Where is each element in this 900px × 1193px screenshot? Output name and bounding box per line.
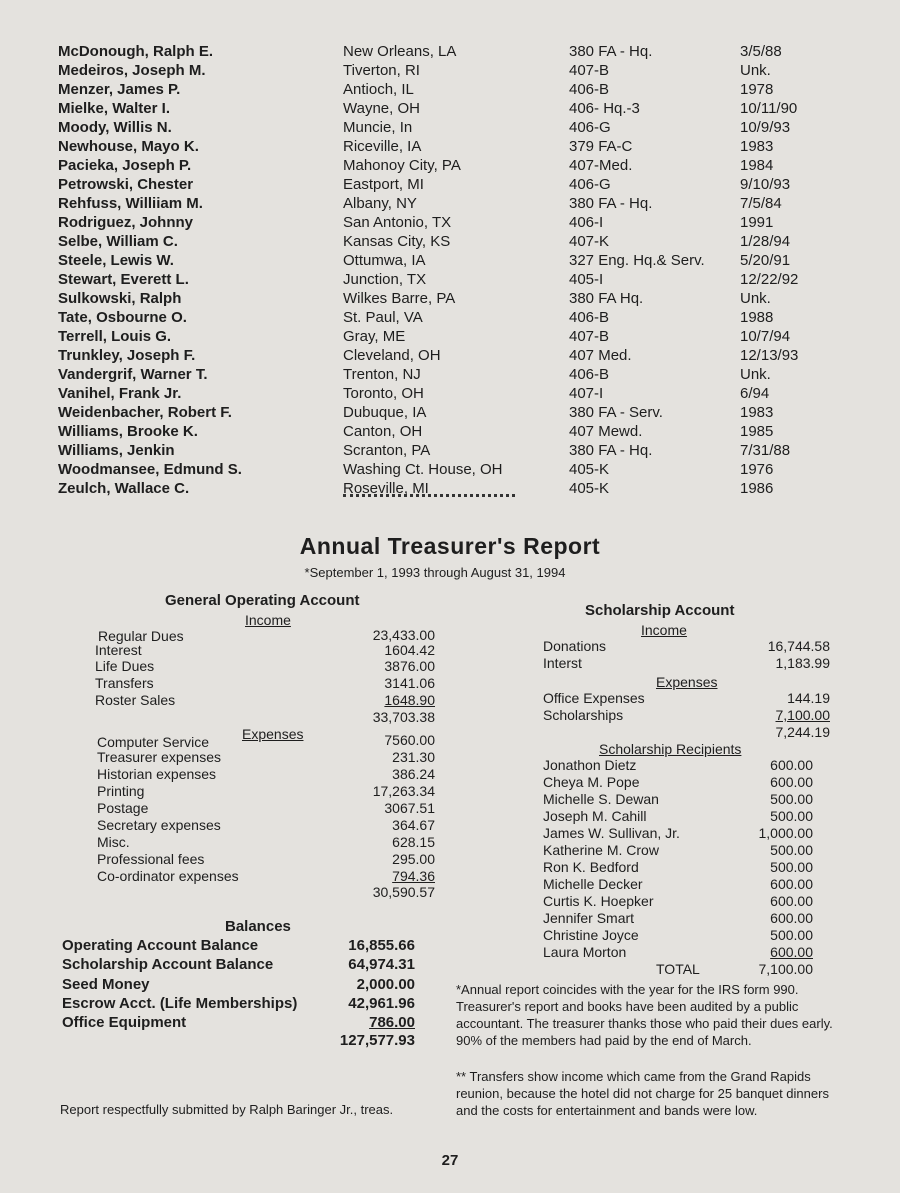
expense-label: Treasurer expenses [97,749,221,765]
member-city: Trenton, NJ [343,366,421,383]
member-name: Zeulch, Wallace C. [58,480,190,497]
expense-label: Secretary expenses [97,817,221,833]
expense-label: Printing [97,783,145,799]
member-name: Woodmansee, Edmund S. [58,461,242,478]
recipient-name: Jonathon Dietz [543,757,637,773]
member-date: Unk. [740,366,771,383]
recipients-total: 7,100.00 [758,961,813,977]
scholarship-net: 7,244.19 [775,724,830,740]
member-name: Medeiros, Joseph M. [58,62,206,79]
roster-row [58,118,878,137]
general-income-heading: Income [245,612,291,628]
member-name: McDonough, Ralph E. [58,43,213,60]
expense-value: 231.30 [392,749,435,765]
balance-value: 2,000.00 [356,975,415,993]
member-city: Ottumwa, IA [343,252,426,269]
roster-row [58,251,878,270]
roster-row [58,308,878,327]
member-date: 1988 [740,309,774,326]
recipient-amount: 600.00 [770,876,813,892]
member-city: Tiverton, RI [343,62,420,79]
member-date: Unk. [740,62,771,79]
income-label: Interest [95,642,142,658]
scholarship-expense-value: 7,100.00 [775,707,830,723]
income-value: 1648.90 [384,692,435,708]
roster-row [58,289,878,308]
expense-label: Professional fees [97,851,205,867]
member-unit: 407 Mewd. [569,423,643,440]
roster-row [58,346,878,365]
member-date: 10/7/94 [740,328,791,345]
roster-row [58,422,878,441]
balances-total: 127,577.93 [339,1032,415,1049]
member-name: Newhouse, Mayo K. [58,138,199,155]
roster-row [58,384,878,403]
member-name: Tate, Osbourne O. [58,309,187,326]
expense-value: 7560.00 [384,732,435,748]
roster-row [58,403,878,422]
member-name: Steele, Lewis W. [58,252,174,269]
roster-row [58,61,878,80]
expense-value: 794.36 [392,868,435,884]
member-date: 1983 [740,404,774,421]
member-unit: 407-Med. [569,157,633,174]
member-unit: 406-G [569,119,611,136]
member-city: Antioch, IL [343,81,414,98]
report-period: *September 1, 1993 through August 31, 1994 [304,565,566,580]
recipient-name: Ron K. Bedford [543,859,639,875]
expense-label: Misc. [97,834,130,850]
balance-value: 42,961.96 [348,994,415,1012]
scholarship-income-value: 16,744.58 [767,638,830,654]
member-name: Terrell, Louis G. [58,328,172,345]
member-name: Vanihel, Frank Jr. [58,385,182,402]
income-label: Life Dues [95,658,155,674]
recipient-amount: 500.00 [770,842,813,858]
recipient-amount: 600.00 [770,757,813,773]
scholarship-expense-value: 144.19 [787,690,830,706]
income-value: 1604.42 [384,642,435,658]
member-name: Vandergrif, Warner T. [58,366,208,383]
page-number: 27 [441,1152,459,1169]
balance-label: Operating Account Balance [62,937,259,954]
balance-label: Escrow Acct. (Life Memberships) [62,994,298,1012]
member-city: Riceville, IA [343,138,422,155]
member-unit: 379 FA-C [569,138,633,155]
member-date: 1976 [740,461,774,478]
general-account-title: General Operating Account [165,592,360,609]
member-name: Weidenbacher, Robert F. [58,404,232,421]
member-date: 12/22/92 [740,271,799,288]
member-name: Pacieka, Joseph P. [58,157,192,174]
recipient-amount: 600.00 [770,910,813,926]
member-date: 10/11/90 [740,100,798,117]
roster-row [58,327,878,346]
member-unit: 406-I [569,214,604,231]
balance-value: 16,855.66 [348,937,415,954]
expense-label: Computer Service [97,734,210,750]
member-unit: 380 FA - Hq. [569,195,653,212]
member-city: Muncie, In [343,119,413,136]
scholarship-income-heading: Income [641,622,687,638]
member-city: Canton, OH [343,423,423,440]
roster-row [58,232,878,251]
recipient-amount: 500.00 [770,927,813,943]
member-unit: 407-K [569,233,610,250]
member-date: 1983 [740,138,774,155]
member-city: Eastport, MI [343,176,424,193]
member-name: Moody, Willis N. [58,119,172,136]
member-roster [58,42,878,498]
recipient-name: Christine Joyce [543,927,639,943]
member-city: San Antonio, TX [343,214,452,231]
income-value: 3876.00 [384,658,435,674]
member-city: Wayne, OH [343,100,420,117]
member-date: 3/5/88 [740,43,782,60]
roster-row [58,441,878,460]
audit-note: *Annual report coincides with the year for the IRS form 990. Treasurer's report and books have been audited by a public accountant. The treasurer thanks those who paid their dues early. 90% of the members had paid by the end of March. [456,982,833,1048]
member-city: Kansas City, KS [343,233,451,250]
member-date: 1984 [740,157,774,174]
recipient-name: Cheya M. Pope [543,774,640,790]
member-date: 1978 [740,81,774,98]
roster-row [58,137,878,156]
member-name: Stewart, Everett L. [58,271,189,288]
general-expenses-heading: Expenses [242,726,304,742]
expense-value: 3067.51 [384,800,435,816]
member-unit: 380 FA - Serv. [569,404,663,421]
expense-label: Co-ordinator expenses [97,868,239,884]
recipients-heading: Scholarship Recipients [599,741,742,757]
member-unit: 380 FA Hq. [569,290,644,307]
member-date: 7/31/88 [740,442,791,459]
recipient-amount: 500.00 [770,791,813,807]
member-date: 1985 [740,423,774,440]
member-unit: 406- Hq.-3 [569,100,640,117]
scholarship-income-value: 1,183.99 [775,655,830,671]
member-unit: 405-I [569,271,604,288]
member-unit: 327 Eng. Hq.& Serv. [569,252,705,269]
recipient-amount: 600.00 [770,893,813,909]
recipient-name: Michelle Decker [543,876,643,892]
member-date: 5/20/91 [740,252,791,269]
recipient-name: Michelle S. Dewan [543,791,659,807]
recipient-name: Jennifer Smart [543,910,635,926]
roster-row [58,156,878,175]
income-label: Regular Dues [98,628,184,644]
member-unit: 405-K [569,461,610,478]
recipient-name: James W. Sullivan, Jr. [543,825,680,841]
member-unit: 406-B [569,309,610,326]
member-name: Williams, Brooke K. [58,423,198,440]
expense-value: 364.67 [392,817,435,833]
roster-row [58,42,878,61]
member-city: Dubuque, IA [343,404,427,421]
member-city: St. Paul, VA [343,309,423,326]
income-value: 23,433.00 [372,627,435,643]
member-city: Junction, TX [343,271,427,288]
recipient-amount: 600.00 [770,944,813,960]
recipient-name: Katherine M. Crow [543,842,659,858]
member-unit: 407-I [569,385,604,402]
member-name: Williams, Jenkin [58,442,175,459]
recipient-name: Joseph M. Cahill [543,808,647,824]
member-name: Rehfuss, Williiam M. [58,195,203,212]
scholarship-expense-label: Office Expenses [543,690,645,706]
recipient-amount: 500.00 [770,808,813,824]
dotted-divider [343,494,515,497]
member-city: Toronto, OH [343,385,424,402]
member-city: Washing Ct. House, OH [343,461,503,478]
balances-title: Balances [225,918,291,935]
member-city: Wilkes Barre, PA [343,290,456,307]
member-name: Trunkley, Joseph F. [58,347,196,364]
expense-value: 386.24 [392,766,435,782]
balance-value: 786.00 [369,1014,415,1032]
member-unit: 406-B [569,81,610,98]
income-label: Roster Sales [95,692,176,708]
roster-row [58,213,878,232]
submitted-by: Report respectfully submitted by Ralph Baringer Jr., treas. [60,1102,394,1117]
member-date: 1986 [740,480,774,497]
income-label: Transfers [95,675,154,691]
expense-label: Postage [97,800,149,816]
scholarship-account-title: Scholarship Account [585,602,735,619]
recipient-name: Curtis K. Hoepker [543,893,654,909]
expense-value: 17,263.34 [372,783,435,799]
balance-label: Office Equipment [62,1014,187,1032]
member-unit: 406-B [569,366,610,383]
roster-row [58,80,878,99]
member-city: Scranton, PA [343,442,431,459]
roster-row [58,175,878,194]
member-date: 7/5/84 [740,195,782,212]
member-city: New Orleans, LA [343,43,457,60]
member-date: 1/28/94 [740,233,791,250]
general-income-total: 33,703.38 [372,709,435,725]
member-city: Mahonoy City, PA [343,157,461,174]
general-expenses-total: 30,590.57 [372,884,435,900]
expense-value: 628.15 [392,834,435,850]
member-unit: 380 FA - Hq. [569,442,653,459]
scholarship-expenses-heading: Expenses [656,674,718,690]
member-name: Mielke, Walter I. [58,100,170,117]
member-name: Sulkowski, Ralph [58,290,182,307]
member-city: Roseville, MI [343,480,429,497]
member-date: 9/10/93 [740,176,791,193]
roster-row [58,270,878,289]
member-date: 6/94 [740,385,770,402]
expense-value: 295.00 [392,851,435,867]
recipient-amount: 600.00 [770,774,813,790]
income-value: 3141.06 [384,675,435,691]
expense-label: Historian expenses [97,766,217,782]
scholarship-income-label: Interst [543,655,582,671]
member-name: Menzer, James P. [58,81,181,98]
balance-value: 64,974.31 [348,956,415,974]
member-name: Selbe, William C. [58,233,178,250]
recipient-amount: 1,000.00 [758,825,813,841]
roster-row [58,99,878,118]
report-title: Annual Treasurer's Report [299,533,601,559]
roster-row [58,460,878,479]
member-date: Unk. [740,290,771,307]
member-city: Albany, NY [343,195,417,212]
member-unit: 405-K [569,480,610,497]
roster-row [58,365,878,384]
member-name: Rodriguez, Johnny [58,214,193,231]
member-unit: 406-G [569,176,611,193]
member-city: Cleveland, OH [343,347,441,364]
roster-row [58,194,878,213]
member-unit: 407-B [569,328,610,345]
member-date: 1991 [740,214,774,231]
balance-label: Seed Money [62,975,150,993]
scholarship-income-label: Donations [543,638,607,654]
member-date: 12/13/93 [740,347,799,364]
member-unit: 380 FA - Hq. [569,43,653,60]
member-name: Petrowski, Chester [58,176,194,193]
recipient-name: Laura Morton [543,944,627,960]
recipients-total-label: TOTAL [656,961,700,977]
recipient-amount: 500.00 [770,859,813,875]
member-unit: 407 Med. [569,347,632,364]
transfers-note: ** Transfers show income which came from the Grand Rapids reunion, because the hotel did not charge for 25 banquet dinners and the costs for entertainment and bands were low. [456,1069,829,1118]
balance-label: Scholarship Account Balance [62,956,274,974]
member-unit: 407-B [569,62,610,79]
scholarship-expense-label: Scholarships [543,707,624,723]
member-date: 10/9/93 [740,119,791,136]
member-city: Gray, ME [343,328,406,345]
